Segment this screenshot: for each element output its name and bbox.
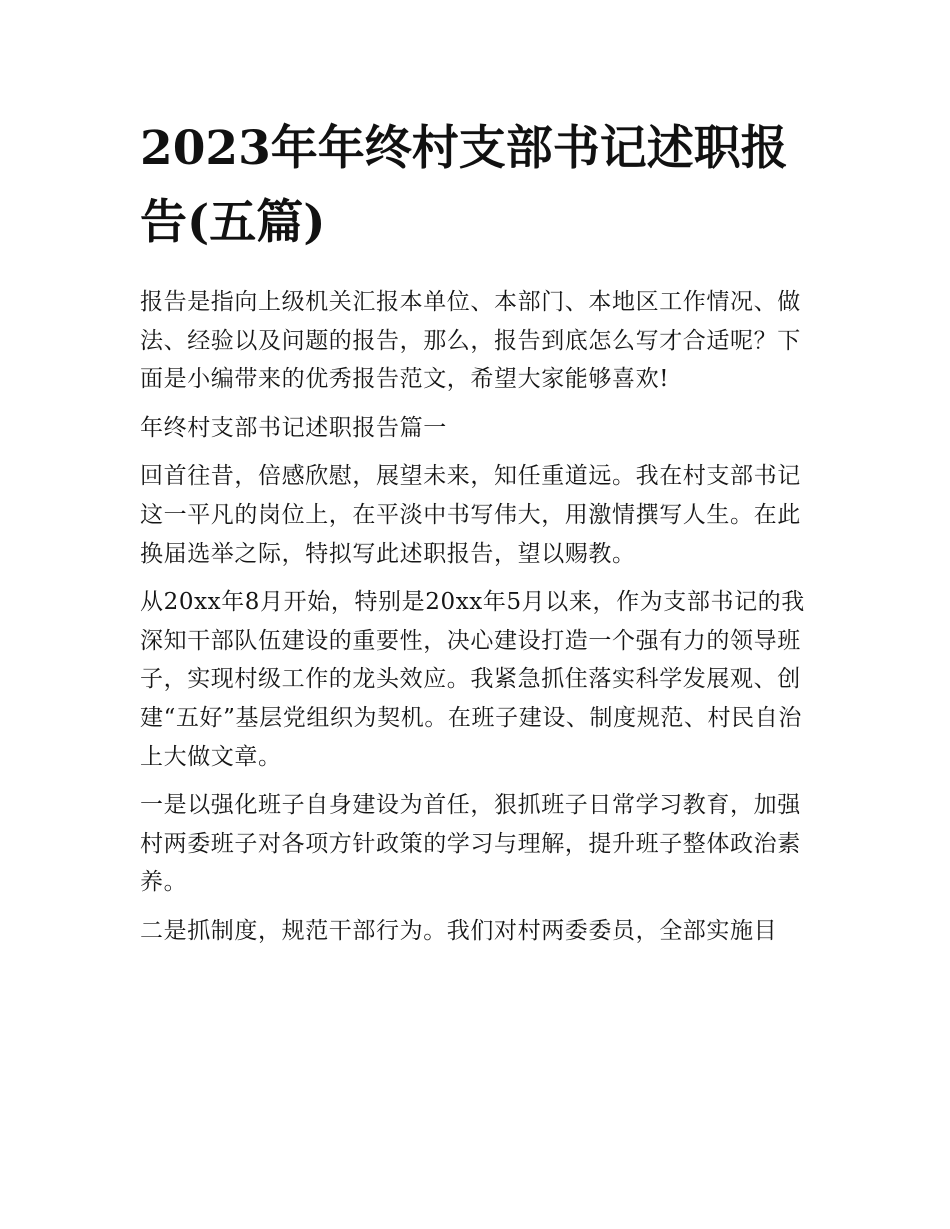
- intro-paragraph: 报告是指向上级机关汇报本单位、本部门、本地区工作情况、做法、经验以及问题的报告，那么，报告到底怎么写才合适呢？下面是小编带来的优秀报告范文，希望大家能够喜欢!: [140, 289, 801, 393]
- document-body: [140, 283, 820, 951]
- section-heading: 年终村支部书记述职报告篇一: [140, 414, 447, 441]
- document-title: 2023年年终村支部书记述职报告(五篇): [140, 121, 788, 250]
- body-paragraph: 二是抓制度，规范干部行为。我们对村两委委员，全部实施目: [140, 917, 778, 944]
- body-paragraph: 一是以强化班子自身建设为首任，狠抓班子日常学习教育，加强村两委班子对各项方针政策的学习与理解，提升班子整体政治素养。: [140, 792, 801, 896]
- body-paragraph: 从20xx年8月开始，特别是20xx年5月以来，作为支部书记的我深知干部队伍建设的重要性，决心建设打造一个强有力的领导班子，实现村级工作的龙头效应。我紧急抓住落实科学发展观、创建“五好”基层党组织为契机。在班子建设、制度规范、村民自治上大做文章。: [140, 589, 805, 770]
- body-paragraph: 回首往昔，倍感欣慰，展望未来，知任重道远。我在村支部书记这一平凡的岗位上，在平淡中书写伟大，用激情撰写人生。在此换届选举之际，特拟写此述职报告，望以赐教。: [140, 463, 801, 567]
